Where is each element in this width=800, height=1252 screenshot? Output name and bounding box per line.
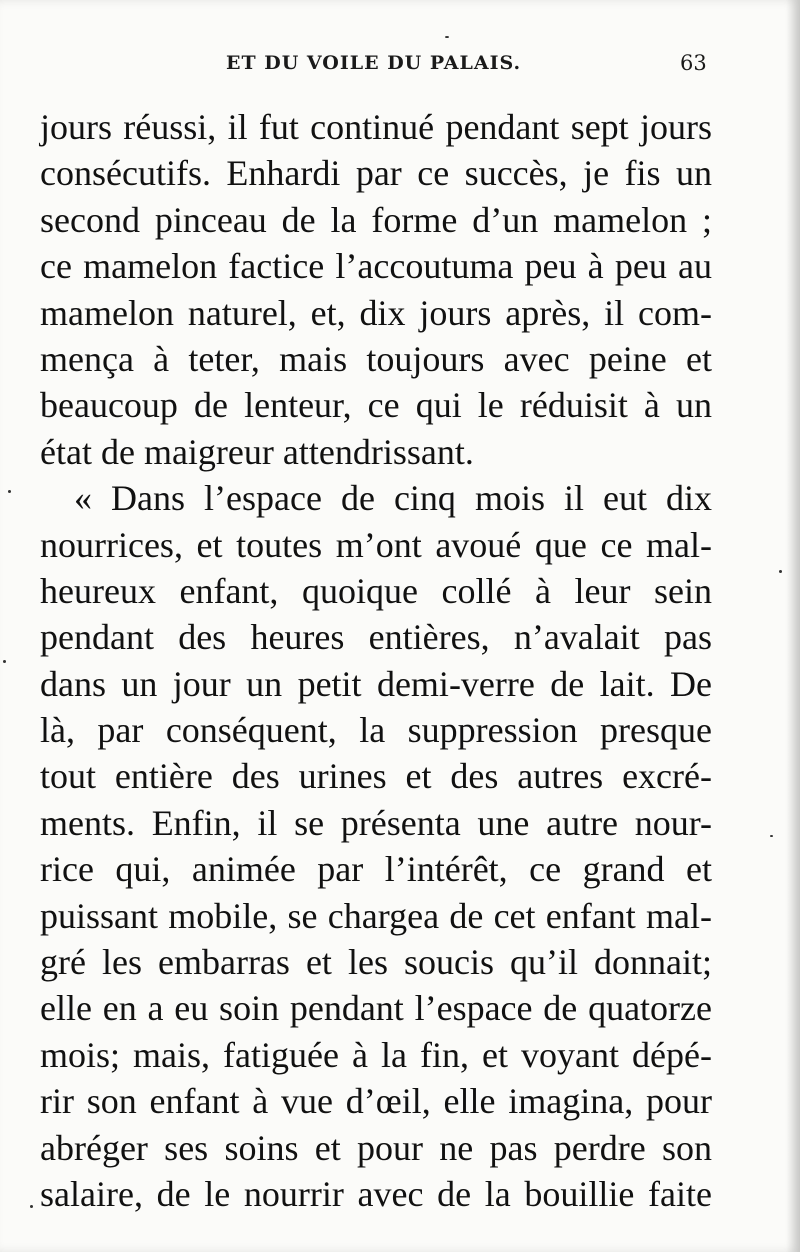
text-line: heureux enfant, quoique collé à leur sein [40,570,712,611]
print-speck [779,570,782,573]
text-line: salaire, de le nourrir avec de la bouillie faite [40,1173,712,1214]
paragraph-end-line: état de maigreur attendrissant. [40,431,474,472]
text-line: dans un jour un petit demi-verre de lait. De [40,663,712,704]
text-line: gré les embarras et les soucis qu’il donnait; [40,942,712,983]
print-speck [770,835,773,837]
text-line: rice qui, animée par l’intérêt, ce grand et [40,849,712,890]
text-line: tout entière des urines et des autres excré- [40,756,712,797]
text-line: nourrices, et toutes m’ont avoué que ce mal- [40,524,712,565]
text-line: ce mamelon factice l’accoutuma peu à peu au [40,246,712,287]
page-number: 63 [680,51,707,75]
print-speck [445,36,449,38]
print-speck [8,490,11,493]
print-speck [3,660,6,663]
text-line: mamelon naturel, et, dix jours après, il com- [40,292,712,333]
page-edge-shadow [786,0,800,1252]
text-line: consécutifs. Enhardi par ce succès, je fis un [40,153,712,194]
text-line: puissant mobile, se chargea de cet enfant mal- [40,895,712,936]
text-line: mois; mais, fatiguée à la fin, et voyant dépé- [40,1034,712,1075]
text-line: là, par conséquent, la suppression presque [40,710,712,751]
text-line: rir son enfant à vue d’œil, elle imagina, pour [40,1081,712,1122]
print-speck [30,1205,33,1208]
paragraph-start-line: « Dans l’espace de cinq mois il eut dix [74,478,712,519]
text-line: second pinceau de la forme d’un mamelon ; [40,199,712,240]
text-line: elle en a eu soin pendant l’espace de quatorze [40,988,712,1029]
text-line: pendant des heures entières, n’avalait pas [40,617,712,658]
text-line: abréger ses soins et pour ne pas perdre son [40,1127,712,1168]
text-line: ments. Enfin, il se présenta une autre nour- [40,802,712,843]
running-head [0,52,800,82]
text-line: jours réussi, il fut continué pendant sept jours [40,107,712,147]
running-title: ET DU VOILE DU PALAIS. [226,52,522,74]
body-text [40,104,712,1217]
text-line: mença à teter, mais toujours avec peine et [40,338,712,379]
text-line: beaucoup de lenteur, ce qui le réduisit à un [40,385,712,426]
